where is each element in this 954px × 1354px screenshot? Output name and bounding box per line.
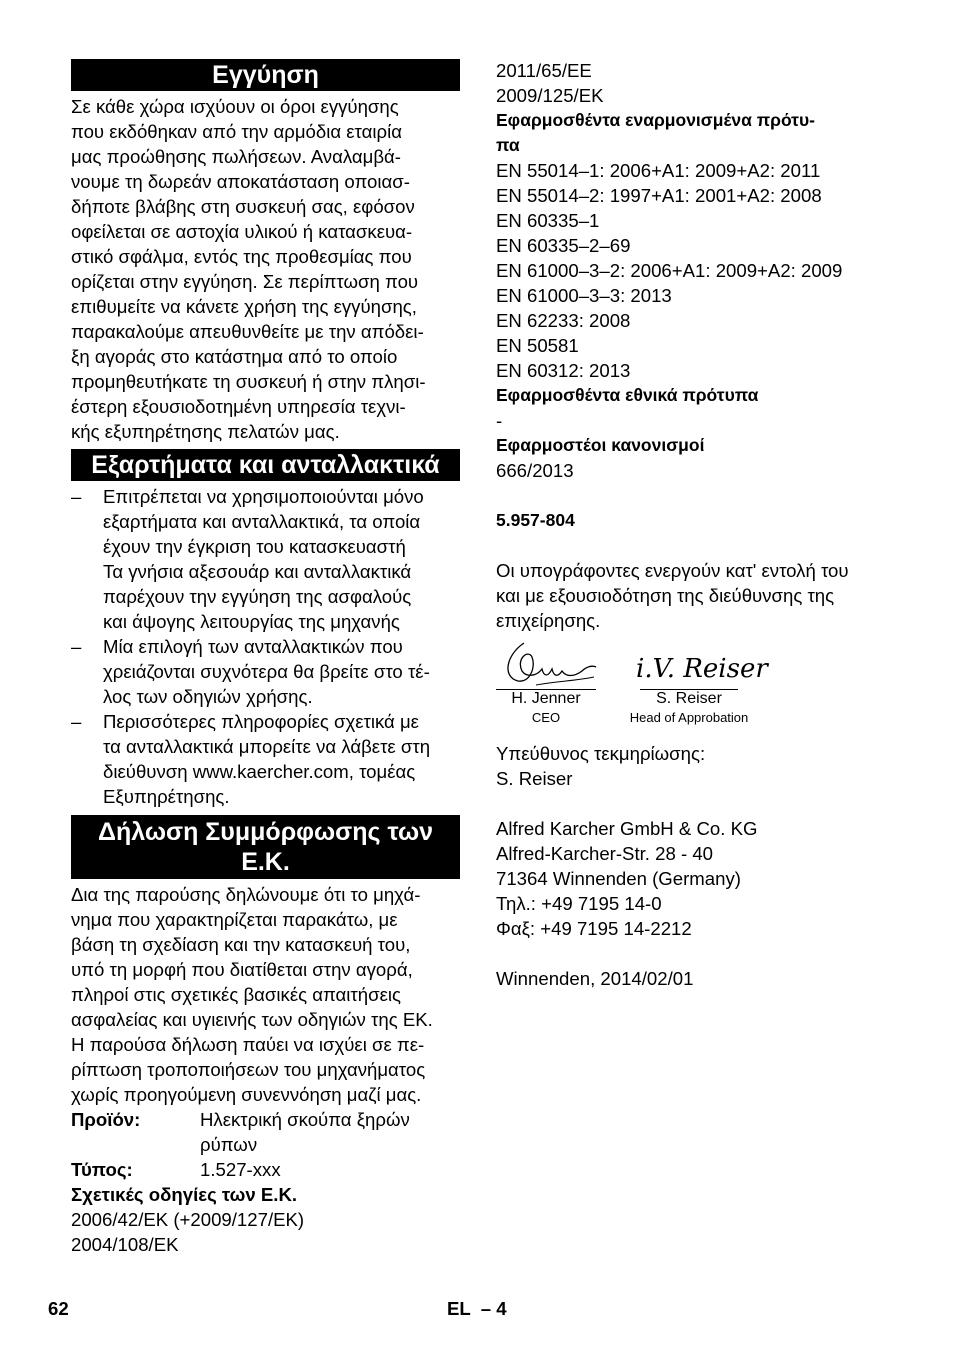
standard-item: EN 55014–2: 1997+A1: 2001+A2: 2008 bbox=[496, 185, 822, 206]
type-label: Τύπος: bbox=[71, 1159, 133, 1180]
list-item-line: Εξυπηρέτησης. bbox=[103, 786, 230, 807]
signatures bbox=[496, 637, 886, 737]
document-number: 5.957-804 bbox=[496, 510, 575, 530]
product-value: Ηλεκτρική σκούπα ξηρών bbox=[200, 1109, 410, 1130]
language-page-label: EL – 4 bbox=[447, 1298, 507, 1319]
signer-role: CEO bbox=[531, 710, 561, 725]
page-number: 62 bbox=[48, 1298, 69, 1319]
national-standards-value: - bbox=[496, 410, 503, 431]
warranty-line: έστερη εξουσιοδοτημένη υπηρεσία τεχνι- bbox=[71, 396, 406, 417]
documentation-name: S. Reiser bbox=[496, 768, 573, 789]
standard-item: EN 60312: 2013 bbox=[496, 360, 631, 381]
handwritten-signature-icon bbox=[624, 637, 768, 689]
signer-name: S. Reiser bbox=[640, 689, 738, 708]
harmonised-heading: Εφαρμοσθέντα εναρμονισμένα πρότυ- bbox=[496, 110, 815, 130]
list-item-line: Επιτρέπεται να χρησιμοποιούνται μόνο bbox=[103, 486, 424, 507]
declaration-heading-line: Ε.Κ. bbox=[241, 848, 290, 876]
parts-list bbox=[71, 484, 460, 809]
standard-item: EN 60335–1 bbox=[496, 210, 600, 231]
list-item-line: Περισσότερες πληροφορίες σχετικά με bbox=[103, 711, 419, 732]
signature-reiser bbox=[624, 637, 768, 728]
list-item-line: χρειάζονται συχνότερα θα βρείτε στο τέ- bbox=[103, 661, 430, 682]
standard-item: EN 50581 bbox=[496, 335, 579, 356]
national-standards-heading: Εφαρμοσθέντα εθνικά πρότυπα bbox=[496, 385, 759, 405]
product-row bbox=[71, 1107, 460, 1157]
product-label: Προϊόν: bbox=[71, 1109, 141, 1130]
address-line: Τηλ.: +49 7195 14-0 bbox=[496, 893, 662, 914]
directives-heading: Σχετικές οδηγίες των Ε.Κ. bbox=[71, 1184, 298, 1205]
signatories-line: επιχείρησης. bbox=[496, 610, 601, 631]
declaration-line: βάση τη σχεδίαση και την κατασκευή του, bbox=[71, 934, 411, 955]
directive-item: 2006/42/ΕΚ (+2009/127/ΕΚ) bbox=[71, 1209, 305, 1230]
standard-item: EN 55014–1: 2006+A1: 2009+A2: 2011 bbox=[496, 160, 821, 181]
signatories-line: και με εξουσιοδότηση της διεύθυνσης της bbox=[496, 585, 835, 606]
list-item-line: και άψογης λειτουργίας της μηχανής bbox=[103, 611, 400, 632]
spacer bbox=[496, 483, 886, 508]
directive-item: 2009/125/ΕΚ bbox=[496, 85, 604, 106]
list-item-line: εξαρτήματα και ανταλλακτικά, τα οποία bbox=[103, 511, 421, 532]
declaration-line: ρίπτωση τροποποιήσεων του μηχανήματος bbox=[71, 1059, 426, 1080]
warranty-line: οφείλεται σε αστοχία υλικού ή κατασκευα- bbox=[71, 221, 413, 242]
spacer bbox=[496, 533, 886, 558]
signer-role: Head of Approbation bbox=[629, 710, 749, 725]
warranty-line: που εκδόθηκαν από την αρμόδια εταιρία bbox=[71, 121, 402, 142]
address-line: Alfred-Karcher-Str. 28 - 40 bbox=[496, 843, 714, 864]
warranty-line: Σε κάθε χώρα ισχύουν οι όροι εγγύησης bbox=[71, 96, 399, 117]
warranty-line: κής εξυπηρέτησης πελατών μας. bbox=[71, 421, 340, 442]
signature-jenner bbox=[496, 637, 596, 728]
regulations-value: 666/2013 bbox=[496, 460, 574, 481]
address-line: 71364 Winnenden (Germany) bbox=[496, 868, 741, 889]
warranty-line: επιθυμείτε να κάνετε χρήση της εγγύησης, bbox=[71, 296, 417, 317]
spacer bbox=[496, 791, 886, 816]
bullet-dash: – bbox=[71, 636, 82, 657]
warranty-line: στικό σφάλμα, εντός της προθεσμίας που bbox=[71, 246, 412, 267]
standard-item: EN 60335–2–69 bbox=[496, 235, 631, 256]
place-date: Winnenden, 2014/02/01 bbox=[496, 968, 694, 989]
harmonised-heading: πα bbox=[496, 135, 520, 155]
declaration-line: ασφαλείας και υγιεινής των οδηγιών της ΕΚ. bbox=[71, 1009, 433, 1030]
directive-item: 2004/108/ΕΚ bbox=[71, 1234, 179, 1255]
left-column bbox=[71, 58, 460, 1257]
warranty-line: νουμε τη δωρεάν αποκατάσταση οποιασ- bbox=[71, 171, 410, 192]
bullet-dash: – bbox=[71, 486, 82, 507]
list-item-line: Τα γνήσια αξεσουάρ και ανταλλακτικά bbox=[103, 561, 412, 582]
declaration-line: υπό τη μορφή που διατίθεται στην αγορά, bbox=[71, 959, 413, 980]
handwritten-signature-icon bbox=[496, 637, 596, 689]
standard-item: EN 61000–3–3: 2013 bbox=[496, 285, 672, 306]
declaration-line: Δια της παρούσης δηλώνουμε ότι το μηχά- bbox=[71, 884, 421, 905]
list-item-line: διεύθυνση www.kaercher.com, τομέας bbox=[103, 761, 416, 782]
declaration-line: νημα που χαρακτηρίζεται παρακάτω, με bbox=[71, 909, 398, 930]
bullet-dash: – bbox=[71, 711, 82, 732]
declaration-text bbox=[71, 882, 460, 1107]
type-value: 1.527-xxx bbox=[200, 1159, 281, 1180]
list-item-line: έχουν την έγκριση του κατασκευαστή bbox=[103, 536, 406, 557]
signer-name: H. Jenner bbox=[496, 689, 596, 708]
right-column bbox=[496, 58, 886, 991]
address-line: Alfred Karcher GmbH & Co. KG bbox=[496, 818, 758, 839]
declaration-heading bbox=[71, 815, 460, 879]
warranty-line: προμηθευτήκατε τη συσκευή ή στην πλησι- bbox=[71, 371, 426, 392]
warranty-line: δήποτε βλάβης στη συσκευή σας, εφόσον bbox=[71, 196, 415, 217]
list-item bbox=[71, 484, 460, 634]
warranty-line: μας προώθησης πωλήσεων. Αναλαμβά- bbox=[71, 146, 401, 167]
warranty-heading: Εγγύηση bbox=[71, 59, 460, 91]
declaration-line: χωρίς προηγούμενη συνεννόηση μαζί μας. bbox=[71, 1084, 422, 1105]
spacer bbox=[496, 941, 886, 966]
type-row bbox=[71, 1157, 460, 1182]
product-value: ρύπων bbox=[200, 1134, 258, 1155]
list-item-line: παρέχουν την εγγύηση της ασφαλούς bbox=[103, 586, 412, 607]
address-line: Φαξ: +49 7195 14-2212 bbox=[496, 918, 692, 939]
standard-item: EN 62233: 2008 bbox=[496, 310, 631, 331]
warranty-line: παρακαλούμε απευθυνθείτε με την απόδει- bbox=[71, 321, 424, 342]
warranty-text bbox=[71, 94, 460, 444]
parts-heading: Εξαρτήματα και ανταλλακτικά bbox=[71, 449, 460, 481]
documentation-label: Υπεύθυνος τεκμηρίωσης: bbox=[496, 743, 706, 764]
warranty-line: ορίζεται στην εγγύηση. Σε περίπτωση που bbox=[71, 271, 419, 292]
list-item-line: τα ανταλλακτικά μπορείτε να λάβετε στη bbox=[103, 736, 431, 757]
declaration-heading-line: Δήλωση Συμμόρφωσης των bbox=[98, 818, 433, 846]
signatories-line: Οι υπογράφοντες ενεργούν κατ' εντολή του bbox=[496, 560, 849, 581]
list-item bbox=[71, 634, 460, 709]
directive-item: 2011/65/ΕΕ bbox=[496, 60, 592, 81]
regulations-heading: Εφαρμοστέοι κανονισμοί bbox=[496, 435, 705, 455]
standard-item: EN 61000–3–2: 2006+A1: 2009+A2: 2009 bbox=[496, 260, 843, 281]
signature-script: i.V. Reiser bbox=[636, 654, 768, 684]
declaration-line: πληροί στις σχετικές βασικές απαιτήσεις bbox=[71, 984, 401, 1005]
list-item bbox=[71, 709, 460, 809]
list-item-line: λος των οδηγιών χρήσης. bbox=[103, 686, 313, 707]
declaration-line: Η παρούσα δήλωση παύει να ισχύει σε πε- bbox=[71, 1034, 425, 1055]
list-item-line: Μία επιλογή των ανταλλακτικών που bbox=[103, 636, 403, 657]
warranty-line: ξη αγοράς στο κατάστημα από το οποίο bbox=[71, 346, 398, 367]
